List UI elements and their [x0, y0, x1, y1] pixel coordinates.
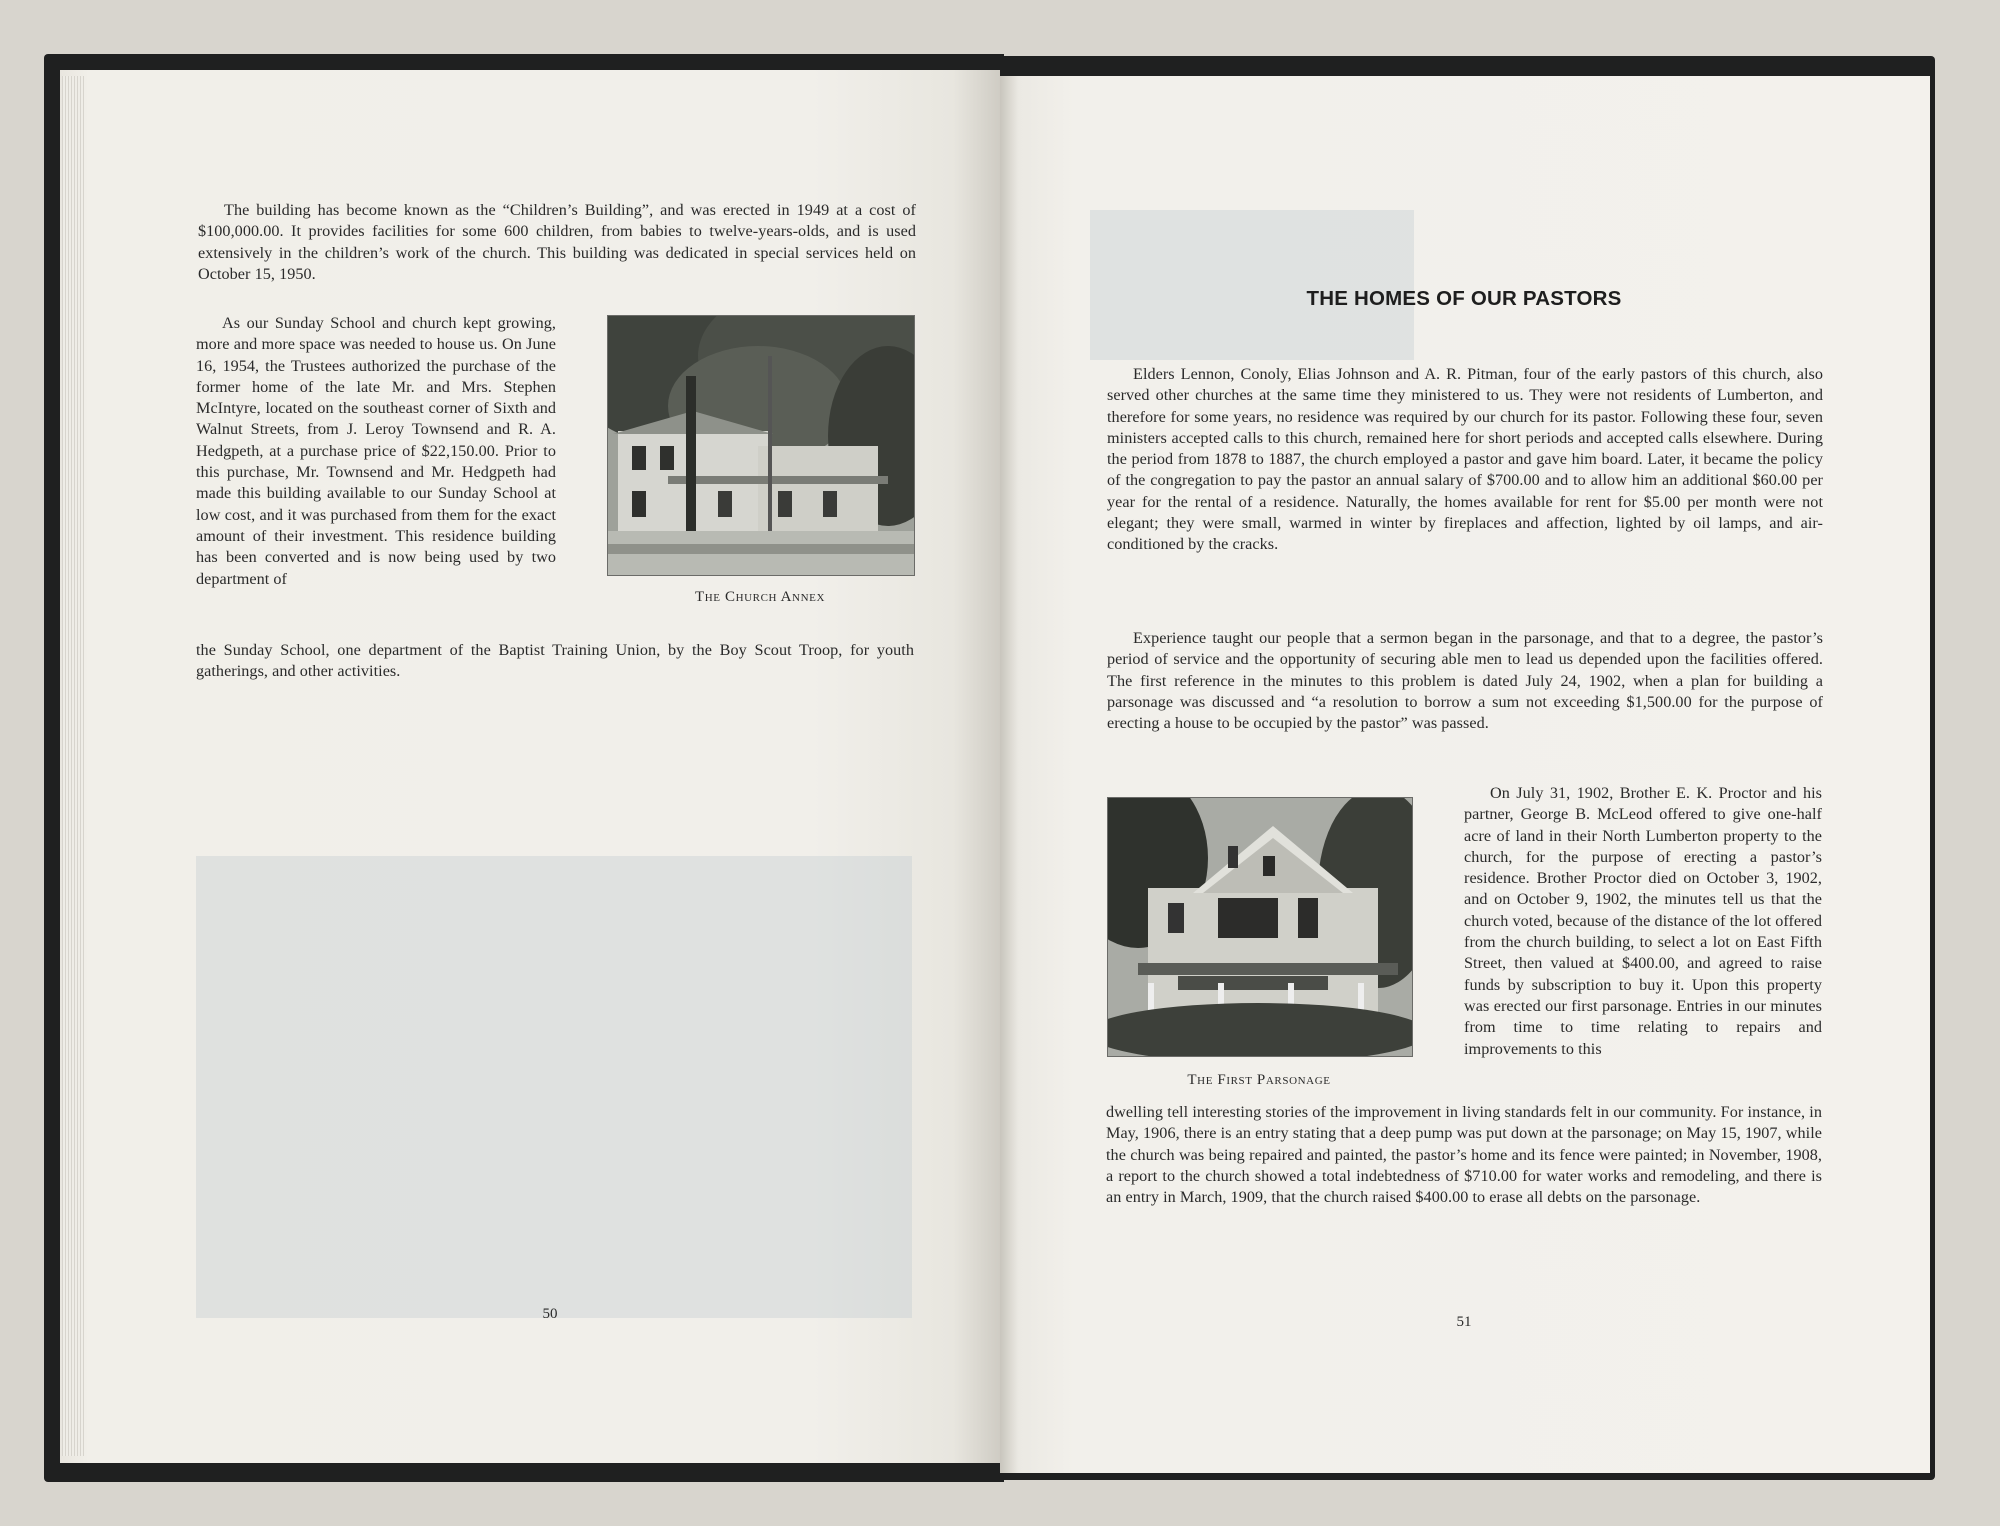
- first-parsonage-photo: [1107, 797, 1413, 1057]
- left-paragraph-1: The building has become known as the “Children’s Building”, and was erected in 1949 at a cost of $100,000.00. It provides facilities for some 600 children, from babies to twelve-years-olds, and is used extensively in the children’s work of the church. This building was dedicated in special services held on October 15, 1950.: [198, 201, 916, 283]
- right-paragraph-3-continued: dwelling tell interesting stories of the improvement in living standards felt in our community. For instance, in May, 1906, there is an entry stating that a deep pump was put down at the parsonage; on May 15, 1907, while the church was being repaired and painted, the pastor’s home and its fence were painted; in November, 1908, a report to the church showed a total indebtedness of $710.00 for water works and remodeling, and there is an entry in March, 1909, that the church raised $400.00 to erase all debts on the parsonage.: [1106, 1103, 1822, 1207]
- right-paragraph-2: Experience taught our people that a sermon began in the parsonage, and that to a degree, the pastor’s period of service and the opportunity of securing able men to lead us depended upon the facilities offered. The first reference in the minutes to this problem is dated July 24, 1902, when a plan for building a parsonage was discussed and “a resolution to borrow a sum not exceeding $1,500.00 for the purpose of erecting a house to be occupied by the pastor” was passed.: [1107, 629, 1823, 733]
- first-parsonage-caption: The First Parsonage: [1187, 1072, 1331, 1088]
- page-edges: [62, 76, 84, 1456]
- left-paragraph-2: As our Sunday School and church kept growing, more and more space was needed to house us. On June 16, 1954, the Trustees authorized the purchase of the former home of the late Mr. and Mrs. Stephen McIntyre, located on the southeast corner of Sixth and Walnut Streets, from J. Leroy Townsend and R. A. Hedgpeth, at a purchase price of $22,150.00. Prior to this purchase, Mr. Townsend and Mr. Hedgpeth had made this building available to our Sunday School at low cost, and it was purchased from them for the exact amount of their investment. This residence building has been converted and is now being used by two department of: [196, 314, 556, 588]
- right-paragraph-1: Elders Lennon, Conoly, Elias Johnson and A. R. Pitman, four of the early pastors of this church, also served other churches at the same time they ministered to us. They were not residents of Lumberton, and therefore for some years, no residence was required by our church for its pastor. Following these four, seven ministers accepted calls to this church, remained here for short periods and accepted calls elsewhere. During the period from 1878 to 1887, the church employed a pastor and gave him board. Later, it became the policy of the congregation to pay the pastor an annual salary of $700.00 and to allow him an additional $60.00 per year for the rental of a residence. Naturally, the homes available for rent for $5.00 per month were not elegant; they were small, warmed in winter by fireplaces and affection, lighted by oil lamps, and air-conditioned by the cracks.: [1107, 365, 1823, 554]
- left-page-number: 50: [542, 1306, 558, 1322]
- show-through-shadow: [196, 856, 912, 1318]
- right-paragraph-3: On July 31, 1902, Brother E. K. Proctor and his partner, George B. McLeod offered to give one-half acre of land in their North Lumberton property to the church, for the purpose of erecting a pastor’s residence. Brother Proctor died on October 3, 1902, and on October 9, 1902, the minutes tell us that the church voted, because of the distance of the lot offered from the church building, to select a lot on East Fifth Street, then valued at $400.00, and agreed to raise funds by subscription to buy it. Upon this property was erected our first parsonage. Entries in our minutes from time to time relating to repairs and improvements to this: [1464, 784, 1822, 1058]
- right-page-number: 51: [1456, 1314, 1472, 1330]
- show-through-shadow-right: [1090, 210, 1414, 360]
- church-annex-photo: [607, 315, 915, 576]
- section-heading: THE HOMES OF OUR PASTORS: [1306, 287, 1622, 310]
- left-paragraph-2-continued: the Sunday School, one department of the Baptist Training Union, by the Boy Scout Troop, for youth gatherings, and other activities.: [196, 641, 914, 681]
- church-annex-caption: The Church Annex: [695, 589, 825, 605]
